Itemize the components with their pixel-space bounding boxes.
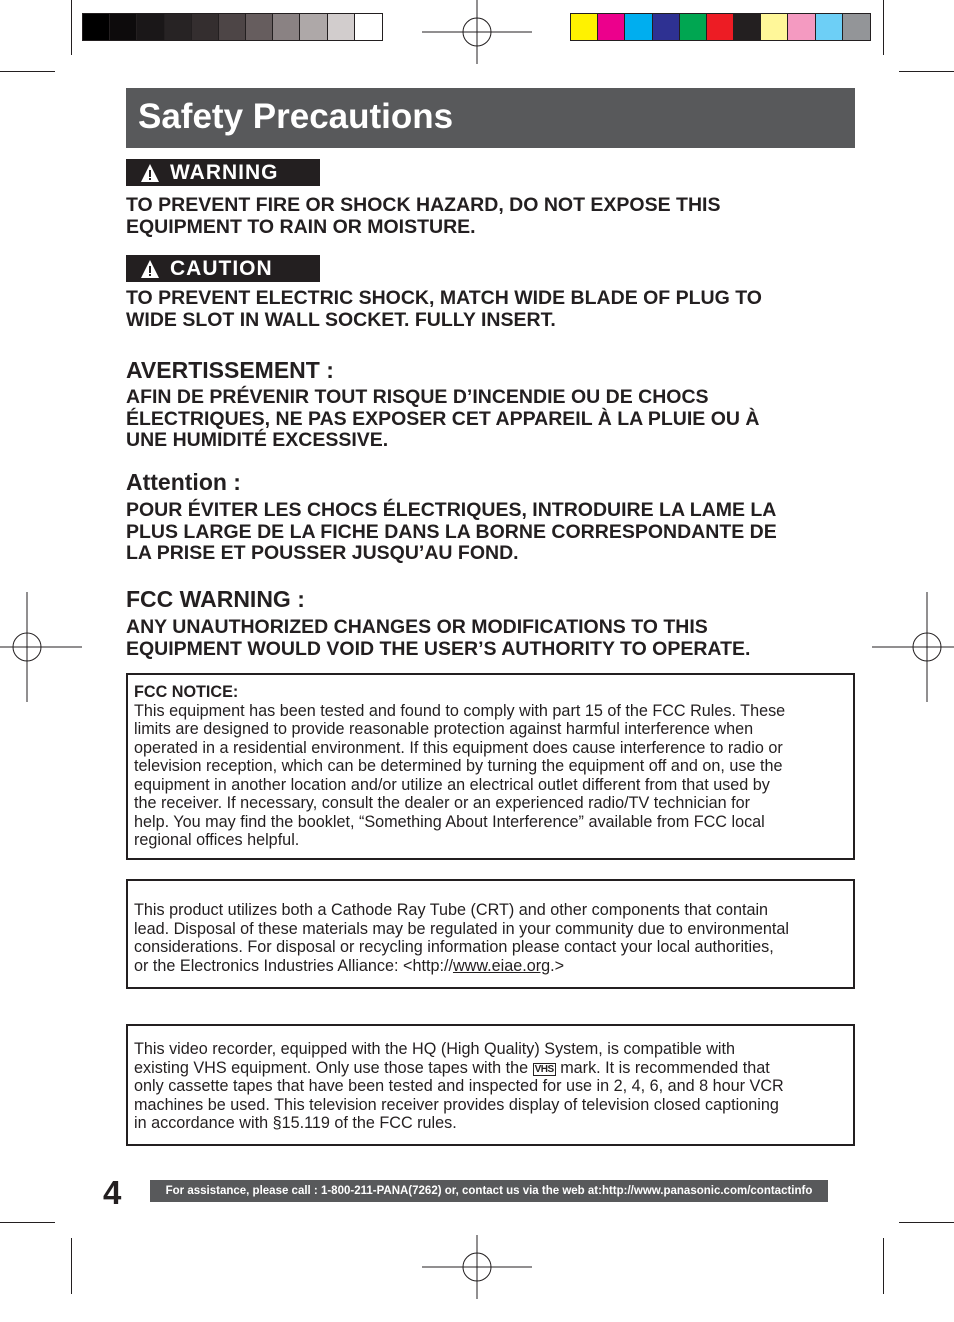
- fcc-notice-text: FCC NOTICE: This equipment has been tested and found to comply with part 15 of the FCC Rules. These limits are designed to provide reasonable protection against harmful interference when operated in a residential environment. If this equipment does cause interference to radio or television reception, which can be determined by turning the equipment off and on, use the equipment in another location and/or utilize an electrical outlet different from that used by the receiver. If necessary, consult the dealer or an experienced radio/TV technician for help. You may find the booklet, “Something About Interference” available from FCC local regional offices helpful.: [134, 683, 786, 849]
- gray-swatch: [110, 14, 137, 40]
- crt-notice-text: This product utilizes both a Cathode Ray Tube (CRT) and other components that contain lead. Disposal of these materials may be regulated in your community due to environmental considerations. For disposal or recycling information please contact your local authorities, or the Electronics Industries Alliance: <http://www.eiae.org.>: [134, 901, 790, 975]
- caution-label: CAUTION: [170, 256, 273, 280]
- page-title: Safety Precautions: [138, 97, 454, 136]
- gray-swatch: [219, 14, 246, 40]
- gray-swatch: [246, 14, 273, 40]
- crt-notice-box: [126, 879, 855, 989]
- gray-scale-bar: [82, 13, 383, 41]
- fcc-notice-heading: FCC NOTICE:: [134, 683, 239, 701]
- warning-tag: [126, 159, 320, 186]
- color-bar: [570, 13, 871, 41]
- gray-swatch: [300, 14, 327, 40]
- vhs-notice-box: [126, 1024, 855, 1146]
- color-swatch: [734, 14, 761, 40]
- warning-triangle-icon: [140, 163, 160, 183]
- attention-heading: Attention :: [126, 469, 241, 495]
- fcc-warning-heading: FCC WARNING :: [126, 586, 305, 612]
- gray-swatch: [137, 14, 164, 40]
- color-swatch: [625, 14, 652, 40]
- eiae-link[interactable]: www.eiae.org: [452, 956, 551, 975]
- attention-text: POUR ÉVITER LES CHOCS ÉLECTRIQUES, INTRODUIRE LA LAME LA PLUS LARGE DE LA FICHE DANS LA BORNE CORRESPONDANTE DE LA PRISE ET POUSSER JUSQU’AU FOND.: [126, 499, 777, 564]
- vhs-logo-icon: VHS: [534, 1063, 554, 1075]
- gray-swatch: [192, 14, 219, 40]
- color-swatch: [761, 14, 788, 40]
- gray-swatch: [328, 14, 355, 40]
- registration-mark-left: [0, 592, 82, 702]
- warning-label: WARNING: [170, 160, 279, 184]
- vhs-notice-text: This video recorder, equipped with the HQ (High Quality) System, is compatible with existing VHS equipment. Only use those tapes with the VHS mark. It is recommended that only cassette tapes that have been tested and inspected for use in 2, 4, 6, and 8 hour VCR machines be used. This television receiver provides display of television closed captioning in accordance with §15.119 of the FCC rules.: [134, 1040, 784, 1132]
- color-swatch: [788, 14, 815, 40]
- assistance-banner: For assistance, please call : 1-800-211-PANA(7262) or, contact us via the web at:http://www.panasonic.com/contactinfo: [150, 1180, 828, 1202]
- color-swatch: [816, 14, 843, 40]
- fcc-warning-text: ANY UNAUTHORIZED CHANGES OR MODIFICATIONS TO THIS EQUIPMENT WOULD VOID THE USER’S AUTHORITY TO OPERATE.: [126, 616, 751, 660]
- caution-triangle-icon: [140, 259, 160, 279]
- color-swatch: [653, 14, 680, 40]
- color-swatch: [707, 14, 734, 40]
- caution-text: TO PREVENT ELECTRIC SHOCK, MATCH WIDE BLADE OF PLUG TO WIDE SLOT IN WALL SOCKET. FULLY INSERT.: [126, 287, 762, 331]
- warning-text: TO PREVENT FIRE OR SHOCK HAZARD, DO NOT EXPOSE THIS EQUIPMENT TO RAIN OR MOISTURE.: [126, 194, 721, 238]
- fcc-notice-box: [126, 673, 855, 860]
- registration-mark-top: [422, 0, 532, 87]
- gray-swatch: [165, 14, 192, 40]
- color-swatch: [571, 14, 598, 40]
- page-number: 4: [103, 1174, 122, 1211]
- avertissement-heading: AVERTISSEMENT :: [126, 357, 334, 383]
- color-swatch: [598, 14, 625, 40]
- caution-tag: [126, 255, 320, 282]
- title-band: [126, 88, 855, 148]
- registration-mark-bottom: [422, 1212, 532, 1322]
- color-swatch: [680, 14, 707, 40]
- registration-mark-right: [872, 592, 954, 702]
- avertissement-text: AFIN DE PRÉVENIR TOUT RISQUE D’INCENDIE OU DE CHOCS ÉLECTRIQUES, NE PAS EXPOSER CET APPAREIL À LA PLUIE OU À UNE HUMIDITÉ EXCESSIVE.: [126, 386, 760, 451]
- gray-swatch: [83, 14, 110, 40]
- color-swatch: [843, 14, 870, 40]
- gray-swatch: [355, 14, 382, 40]
- gray-swatch: [273, 14, 300, 40]
